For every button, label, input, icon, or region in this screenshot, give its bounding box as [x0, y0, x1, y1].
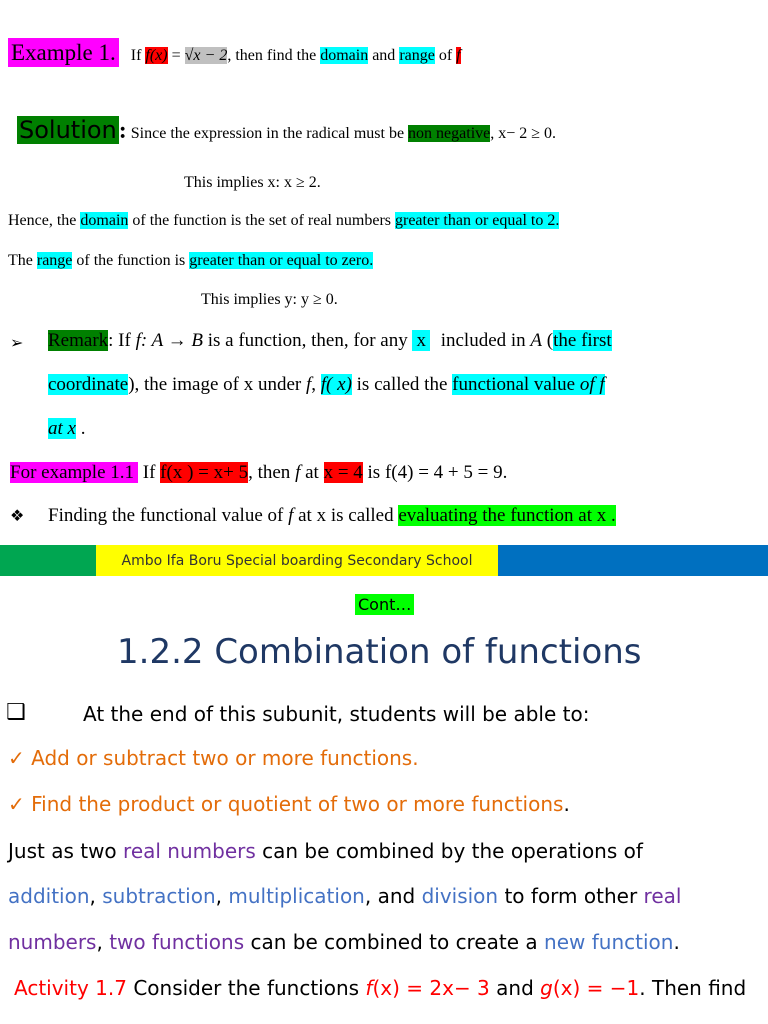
objective-item-1	[8, 746, 419, 770]
text: .	[563, 792, 570, 816]
f-symbol: f	[306, 374, 312, 395]
checkbox-bullet-icon: ❑	[6, 700, 26, 725]
f-symbol: f	[295, 462, 301, 483]
text: . Then find	[639, 976, 747, 1000]
text: can be combined by the operations of	[262, 839, 643, 863]
range-highlight: range	[36, 252, 73, 269]
text: , then	[248, 462, 291, 483]
text: ,	[311, 374, 317, 395]
at-x-highlight: at x	[48, 418, 76, 439]
f-symbol: f	[288, 505, 294, 526]
for-example-label: For example 1.1	[10, 462, 138, 483]
text: is	[367, 462, 381, 483]
text: If	[142, 462, 156, 483]
text: Consider the functions	[133, 976, 360, 1000]
remark-label: Remark	[48, 330, 109, 351]
footer-green-block	[0, 545, 96, 576]
greater-zero-highlight: greater than or equal to zero.	[189, 252, 374, 269]
text: at x is called	[298, 505, 394, 526]
objectives-intro: At the end of this subunit, students will be able to:	[83, 702, 590, 726]
real-numbers-term: real numbers	[123, 839, 256, 863]
diamond-bullet-icon: ❖	[10, 506, 25, 525]
set-a: A	[530, 330, 543, 351]
text: .	[75, 418, 86, 439]
para-line-1	[8, 839, 643, 863]
fx-highlight: f( x)	[320, 374, 352, 395]
range-line	[8, 252, 373, 270]
result-text: f(4) = 4 + 5 = 9.	[384, 462, 508, 483]
text: to form other	[504, 884, 638, 908]
greater-highlight: greater than or equal to 2.	[395, 212, 560, 229]
fx-def-highlight: f(x ) = x+ 5	[160, 462, 249, 483]
nonneg-highlight: non negative	[408, 125, 491, 142]
text: , x− 2 ≥ 0.	[490, 125, 557, 142]
text: :	[118, 118, 127, 144]
for-example-line	[10, 462, 507, 484]
text: can be combined to create a	[250, 930, 538, 954]
text: , then find the	[227, 47, 317, 64]
text: =	[171, 47, 181, 64]
evaluating-highlight: evaluating the function at x .	[398, 505, 616, 526]
x4-highlight: x = 4	[323, 462, 363, 483]
text: and	[496, 976, 534, 1000]
math-f-a-b: f: A → B	[135, 330, 203, 351]
f-definition: (x) = 2x− 3	[372, 976, 490, 1000]
new-function-term: new function	[544, 930, 674, 954]
text: The	[8, 252, 33, 269]
text: Since the expression in the radical must be	[130, 125, 405, 142]
text: Hence, the	[8, 212, 77, 229]
text: functional value	[452, 374, 576, 395]
g-definition: (x) = −1	[552, 976, 640, 1000]
range-highlight: range	[399, 47, 435, 64]
fx-highlight: f(x)	[145, 47, 168, 64]
para-line-3	[8, 930, 680, 954]
text: of the function is the set of real numbers	[132, 212, 391, 229]
subtraction-term: subtraction	[102, 884, 216, 908]
arrow-bullet-icon: ➢	[10, 333, 24, 352]
example-label: Example 1.	[8, 38, 119, 67]
remark-line-3	[48, 418, 85, 440]
coordinate-highlight: coordinate	[48, 374, 129, 395]
text: : If	[108, 330, 131, 351]
text: of f	[579, 374, 605, 395]
activity-label: Activity 1.7	[14, 976, 127, 1000]
f-highlight: f	[456, 47, 461, 64]
text: at	[305, 462, 319, 483]
real-term: real	[643, 884, 682, 908]
objective-item-2	[8, 792, 570, 816]
text: and	[372, 47, 396, 64]
f-symbol: f	[365, 976, 373, 1000]
division-term: division	[421, 884, 499, 908]
text: .	[673, 930, 680, 954]
text: ,	[96, 930, 103, 954]
multiplication-term: multiplication	[228, 884, 365, 908]
text: Find the product or quotient of two or more functions	[31, 792, 564, 816]
text: , and	[364, 884, 416, 908]
g-symbol: g	[540, 976, 553, 1000]
para-line-2	[8, 884, 681, 908]
solution-label: Solution	[19, 116, 117, 144]
hence-line	[8, 212, 559, 230]
remark-line-2	[48, 374, 605, 396]
footer-blue-block	[498, 545, 768, 576]
domain-highlight: domain	[320, 47, 369, 64]
example-line	[8, 40, 461, 74]
implies-x: This implies x: x ≥ 2.	[184, 174, 321, 191]
functional-value-highlight	[452, 374, 605, 395]
text: Add or subtract two or more functions.	[31, 746, 419, 770]
finding-line	[48, 505, 616, 527]
text: Finding the functional value of	[48, 505, 284, 526]
two-functions-term: two functions	[109, 930, 245, 954]
solution-line	[17, 116, 556, 145]
sqrt-expression: √x − 2	[184, 47, 228, 64]
checkmark-icon: ✓	[8, 746, 25, 770]
text: If	[130, 47, 142, 64]
numbers-term: numbers	[8, 930, 97, 954]
domain-highlight: domain	[80, 212, 129, 229]
text: is a function, then, for any	[207, 330, 408, 351]
footer-school-name: Ambo Ifa Boru Special boarding Secondary School	[96, 545, 498, 576]
text: is called the	[356, 374, 448, 395]
text: ,	[215, 884, 223, 908]
text: Just as two	[8, 839, 117, 863]
activity-line	[14, 976, 746, 1000]
first-highlight: the first	[553, 330, 612, 351]
addition-term: addition	[8, 884, 90, 908]
text: of	[438, 47, 453, 64]
text: included in	[440, 330, 526, 351]
cont-label: Cont…	[355, 594, 414, 615]
checkmark-icon: ✓	[8, 792, 25, 816]
text: ,	[89, 884, 96, 908]
remark-line-1: Remark: If f: A → B is a function, then, for any x included in A (the first	[48, 330, 612, 351]
text: of the function is	[76, 252, 186, 269]
text: ), the image of x under	[128, 374, 302, 395]
x-highlight: x	[412, 330, 430, 351]
implies-y: This implies y: y ≥ 0.	[201, 291, 338, 308]
section-heading: 1.2.2 Combination of functions	[117, 632, 642, 672]
footer-bar	[0, 545, 768, 576]
